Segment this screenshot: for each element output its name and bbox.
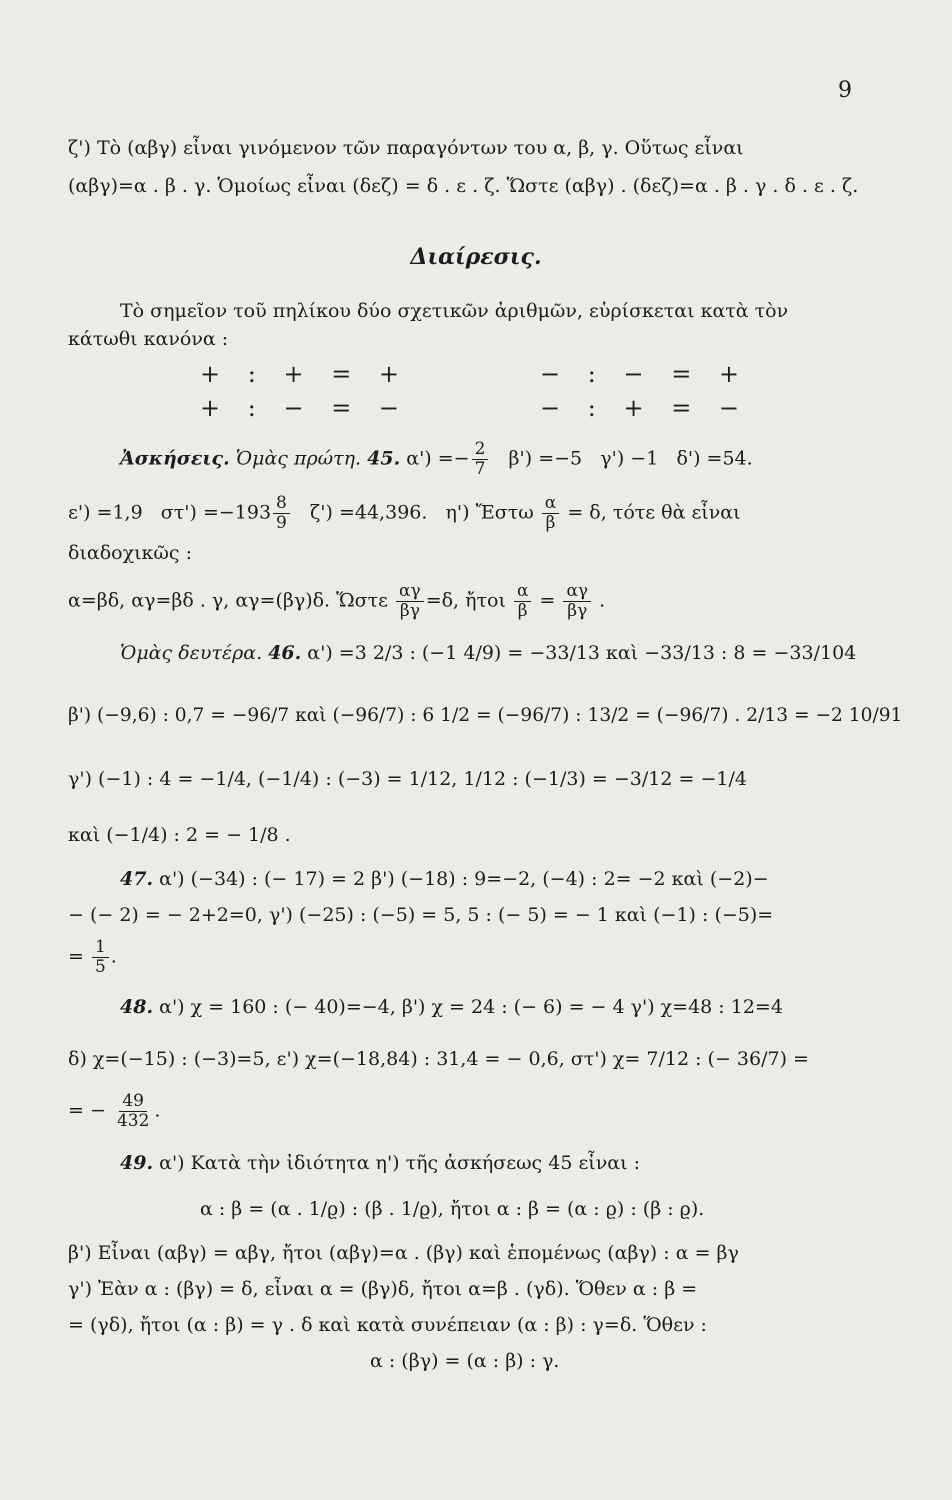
fraction: $\frac{1}{5}$ [92,938,109,977]
fraction: $\frac{\alpha}{\beta}$ [514,582,531,621]
exercise-45-line-4: α=βδ, αγ=βδ . γ, αγ=(βγ)δ. Ὥστε $\frac{\alpha\gamma}{\beta\gamma}$ =δ, ἤτοι $\frac{\alpha}{\beta}$ = $\frac{\alpha\gamma}{\beta\gamma}$ . [68,581,606,621]
exercise-45-line-3: διαδοχικῶς : [68,542,193,564]
exercise-48-line-2: δ) χ=(−15) : (−3)=5, ε') χ=(−18,84) : 31,4 = − 0,6, στ') χ= 7/12 : (− 36/7) = [68,1048,809,1070]
answer-h-tail: = δ, τότε θὰ εἶναι [567,501,741,524]
fraction: $\frac{8}{9}$ [273,494,290,533]
exercise-number: 49. [120,1152,154,1174]
fraction: $\frac{\alpha\gamma}{\beta\gamma}$ [396,582,424,621]
exercise-47-line-3: = $\frac{1}{5}$ . [68,937,117,977]
exercise-number: 45. [367,447,401,470]
group-label: Ὁμὰς πρώτη. [235,447,362,470]
chain-text: α=βδ, αγ=βδ . γ, αγ=(βγ)δ. Ὥστε [68,589,388,612]
sign-rule-plus-plus: + : + = + [200,360,410,388]
exercise-46-line-2: β') (−9,6) : 0,7 = −96/7 καὶ (−96/7) : 6 1/2 = (−96/7) : 13/2 = (−96/7) . 2/13 = −2 10/91 [68,704,903,726]
rule-line-1: Τὸ σημεῖον τοῦ πηλίκου δύο σχετικῶν ἀριθμῶν, εὑρίσκεται κατὰ τὸν [120,300,789,322]
exercise-number: 46. [268,642,302,664]
fraction: $\frac{2}{7}$ [472,440,489,479]
exercise-49-line-1: 49. α') Κατὰ τὴν ἰδιότητα η') τῆς ἀσκήσεως 45 εἶναι : [120,1152,641,1174]
zeta-line-2: (αβγ)=α . β . γ. Ὁμοίως εἶναι (δεζ) = δ . ε . ζ. Ὥστε (αβγ) . (δεζ)=α . β . γ . δ . ε . ζ. [68,175,859,197]
fraction: $\frac{\alpha}{\beta}$ [542,494,559,533]
group-label: Ὁμὰς δευτέρα. [120,642,263,664]
exercise-48-line-3: = − $\frac{49}{432}$ . [68,1091,161,1131]
exercises-label: Ἀσκήσεις. [120,447,230,470]
exercise-49-line-4: γ') Ἐὰν α : (βγ) = δ, εἶναι α = (βγ)δ, ἤτοι α=β . (γδ). Ὅθεν α : β = [68,1278,698,1300]
fraction: $\frac{\alpha\gamma}{\beta\gamma}$ [563,582,591,621]
section-heading: Διαίρεσις. [410,244,542,270]
exercise-number: 48. [120,996,154,1018]
exercise-45-line-2 [68,494,741,533]
page-number: 9 [838,78,852,103]
answer-b: β') =−5 [508,447,583,470]
answer-d: δ') =54. [676,447,753,470]
answer-a: α') =− [406,447,470,470]
sign-rule-minus-minus: − : − = + [540,360,750,388]
exercise-48-line-1: 48. α') χ = 160 : (− 40)=−4, β') χ = 24 : (− 6) = − 4 γ') χ=48 : 12=4 [120,996,783,1018]
exercise-46-line-4: καὶ (−1/4) : 2 = − 1/8 . [68,824,291,846]
exercise-49-line-3: β') Εἶναι (αβγ) = αβγ, ἤτοι (αβγ)=α . (βγ) καὶ ἑπομένως (αβγ) : α = βγ [68,1242,739,1264]
exercise-49-line-5: = (γδ), ἤτοι (α : β) = γ . δ καὶ κατὰ συνέπειαν (α : β) : γ=δ. Ὅθεν : [68,1314,707,1336]
exercise-46-line-1 [120,640,856,666]
exercise-49-line-2: α : β = (α . 1/ϱ) : (β . 1/ϱ), ἤτοι α : β = (α : ϱ) : (β : ϱ). [200,1198,705,1220]
answer-e: ε') =1,9 [68,501,143,524]
exercise-49-line-6: α : (βγ) = (α : β) : γ. [370,1350,560,1372]
zeta-line-1: ζ') Τὸ (αβγ) εἶναι γινόμενον τῶν παραγόντων του α, β, γ. Οὕτως εἶναι [68,137,744,159]
answer-h: η') Ἔστω [445,501,534,524]
chain-mid: =δ, ἤτοι [425,589,506,612]
answer-c: γ') −1 [600,447,659,470]
exercise-46-line-3: γ') (−1) : 4 = −1/4, (−1/4) : (−3) = 1/12, 1/12 : (−1/3) = −3/12 = −1/4 [68,768,747,790]
fraction: $\frac{49}{432}$ [116,1091,150,1131]
rule-line-2: κάτωθι κανόνα : [68,328,229,350]
answer-st: στ') =−193 [160,501,272,524]
answer-z: ζ') =44,396. [310,501,428,524]
exercise-number: 47. [120,868,154,890]
exercise-47-line-1: 47. α') (−34) : (− 17) = 2 β') (−18) : 9=−2, (−4) : 2= −2 καὶ (−2)− [120,868,769,890]
exercise-47-line-2: − (− 2) = − 2+2=0, γ') (−25) : (−5) = 5, 5 : (− 5) = − 1 καὶ (−1) : (−5)= [68,904,774,926]
answer-a: α') =3 2/3 : (−1 4/9) = −33/13 καὶ −33/13 : 8 = −33/104 [307,642,857,664]
sign-rule-minus-plus: − : + = − [540,394,750,422]
sign-rule-plus-minus: + : − = − [200,394,410,422]
exercise-45-line-1 [120,440,753,479]
